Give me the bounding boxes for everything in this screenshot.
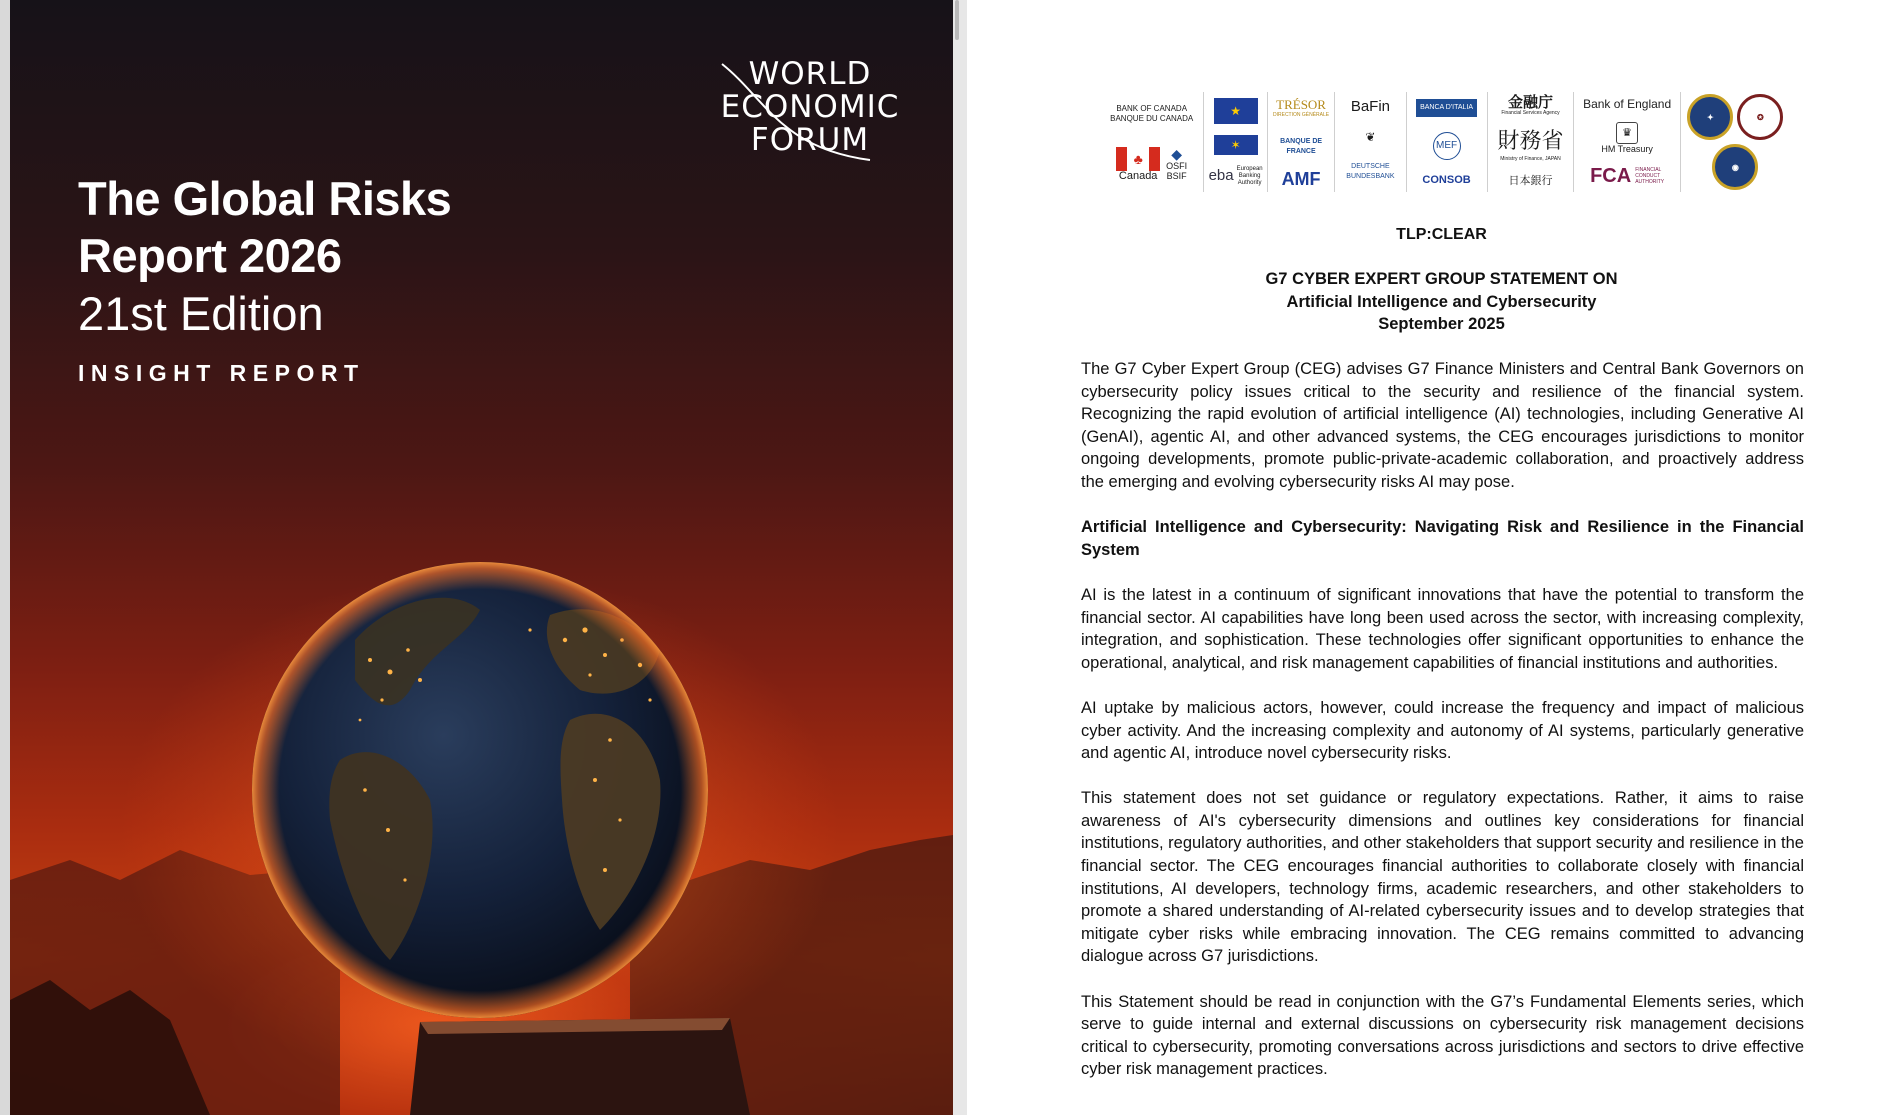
logo-group-uk (1574, 92, 1680, 192)
fca-sub (1635, 167, 1664, 185)
eu-flag-icon: ✶ (1214, 135, 1258, 155)
boj-logo: 日本銀行 (1508, 175, 1553, 187)
bundesbank-line-2: BUNDESBANK (1346, 173, 1395, 180)
ecb-logo: ★ (1214, 98, 1258, 124)
logo-group-eu (1204, 92, 1268, 192)
hm-treasury-logo: HM Treasury (1601, 143, 1653, 154)
tlp-label: TLP:CLEAR (1396, 226, 1487, 243)
fca-sub-3: AUTHORITY (1635, 179, 1665, 186)
deutsche-bundesbank-logo (1346, 162, 1394, 182)
logo-group-canada (1100, 92, 1204, 192)
osfi-logo: ◆ OSFI BSIF (1166, 145, 1188, 181)
cover-edition: 21st Edition (78, 287, 324, 340)
logo-group-usa (1681, 92, 1790, 192)
statement-body (1081, 358, 1804, 1104)
consob-logo: CONSOB (1422, 173, 1471, 186)
paragraph-guidance: This statement does not set guidance or regulatory expectations. Rather, it aims to raise awareness of AI's cybersecurity dimensions and outlines key considerations for financial institutions, regulatory authorities, and other stakeholders that support security and resilience in the financial sector. The CEG encourages financial authorities to collaborate closely with financial institutions, AI developers, technology firms, academic researchers, and other stakeholders to promote a shared understanding of AI-related cybersecurity issues and to develop strategies that mitigate cyber risks while embracing innovation. The CEG remains committed to advancing dialogue across G7 jurisdictions. (1081, 789, 1804, 966)
tresor-logo: TRÉSOR (1276, 97, 1326, 113)
fca-logo: FCA (1590, 165, 1632, 188)
cover-title-line-2: Report 2026 (78, 229, 342, 282)
canada-flag-icon: ♣ (1116, 147, 1160, 171)
statement-heading-line-1: G7 CYBER EXPERT GROUP STATEMENT ON (1265, 270, 1618, 288)
logo-group-japan (1488, 92, 1575, 192)
wef-logo (710, 58, 910, 157)
mef-logo: MEF (1433, 132, 1461, 160)
statement-heading (1100, 268, 1783, 336)
fsa-japan-sub: Financial Services Agency (1501, 110, 1560, 116)
cover-subtitle: INSIGHT REPORT (78, 360, 365, 386)
eba-wordmark: eba (1208, 167, 1234, 184)
paragraph-malicious-actors: AI uptake by malicious actors, however, could increase the frequency and impact of malicious cyber activity. And the increasing complexity and autonomy of AI systems, particularly generative and agentic AI, introduce novel cybersecurity risks. (1081, 698, 1804, 763)
osfi-fr: BSIF (1166, 170, 1187, 181)
fca-sub-2: CONDUCT (1635, 173, 1661, 180)
logo-group-italy (1407, 92, 1488, 192)
eba-desc-2: Banking (1238, 172, 1261, 179)
mof-japan-sub: Ministry of Finance, JAPAN (1500, 156, 1561, 162)
crest-icon: ♛ (1616, 122, 1638, 144)
bafin-logo: BaFin (1350, 98, 1390, 115)
page-edge-left (0, 0, 10, 1115)
fca-sub-1: FINANCIAL (1635, 167, 1662, 174)
cover-title-line-1: The Global Risks (78, 172, 452, 225)
bank-of-canada-fr: BANQUE DU CANADA (1110, 113, 1194, 123)
bundesbank-line-1: DEUTSCHE (1351, 163, 1390, 170)
osfi-en: OSFI (1166, 160, 1188, 171)
wef-logo-line-3: FORUM (750, 122, 870, 158)
statement-heading-line-2: Artificial Intelligence and Cybersecurity (1286, 292, 1597, 311)
logo-group-germany (1335, 92, 1406, 192)
eba-desc-3: Authority (1237, 179, 1262, 186)
tresor-sub: DIRECTION GÉNÉRALE (1273, 112, 1330, 119)
paragraph-intro: The G7 Cyber Expert Group (CEG) advises G7 Finance Ministers and Central Bank Governors on cybersecurity policy issues critical to the security and resilience of the financial system. Recognizing the rapid evolution of artificial intelligence (AI) technologies, including Generative AI (GenAI), agentic AI, and other advanced systems, the CEG encourages jurisdictions to monitor ongoing developments, promote public-private-academic collaboration, and proactively address the emerging and evolving cybersecurity risks AI may pose. (1081, 360, 1804, 491)
paragraph-fundamental-elements: This Statement should be read in conjunction with the G7’s Fundamental Elements series, which serve to guide internal and external discussions on cybersecurity risk management decisions critical to cybersecurity, promoting conversations across jurisdictions and sectors to drive effective cyber risk management practices. (1081, 992, 1804, 1079)
eba-desc-1: European (1236, 165, 1263, 172)
banque-de-france-logo: BANQUE DE FRANCE (1280, 137, 1323, 155)
bank-of-canada-en: BANK OF CANADA (1116, 103, 1188, 113)
amf-logo: AMF (1281, 168, 1321, 189)
bank-of-canada-logo (1110, 104, 1193, 124)
banca-italia-logo: BANCA D'ITALIA (1416, 99, 1477, 117)
sec-seal-icon: ◉ (1712, 144, 1758, 190)
wef-logo-line-2: ECONOMIC (720, 89, 900, 125)
paragraph-ai-continuum: AI is the latest in a continuum of significant innovations that have the potential to transform the financial sector. AI capabilities have long been used across the sector, with increasing complexity, integration, and sophistication. These technologies offer significant opportunities to enhance the operational, analytical, and risk management capabilities of financial institutions and authorities. (1081, 585, 1804, 672)
cover-title (78, 170, 451, 284)
eba-logo (1209, 166, 1263, 187)
bank-of-england-logo: Bank of England (1583, 96, 1672, 111)
fsa-japan-logo: 金融庁 (1507, 94, 1553, 111)
wef-logo-line-1: WORLD (748, 56, 872, 92)
federal-reserve-seal-icon: ✪ (1737, 94, 1783, 140)
statement-date: September 2025 (1378, 315, 1505, 333)
wef-swoosh-icon (710, 58, 910, 178)
report-cover (10, 0, 953, 1115)
german-eagle-icon: ❦ (1365, 130, 1376, 144)
canada-wordmark: Canada (1118, 169, 1158, 182)
scrollbar-thumb[interactable] (955, 0, 959, 40)
us-treasury-seal-icon: ✦ (1687, 94, 1733, 140)
section-subheading: Artificial Intelligence and Cybersecurity: Navigating Risk and Resilience in the Financial System (1081, 518, 1804, 559)
mof-japan-logo: 財務省 (1497, 129, 1564, 154)
logo-band (1100, 92, 1790, 192)
logo-group-france (1268, 92, 1335, 192)
page-divider (953, 0, 967, 1115)
